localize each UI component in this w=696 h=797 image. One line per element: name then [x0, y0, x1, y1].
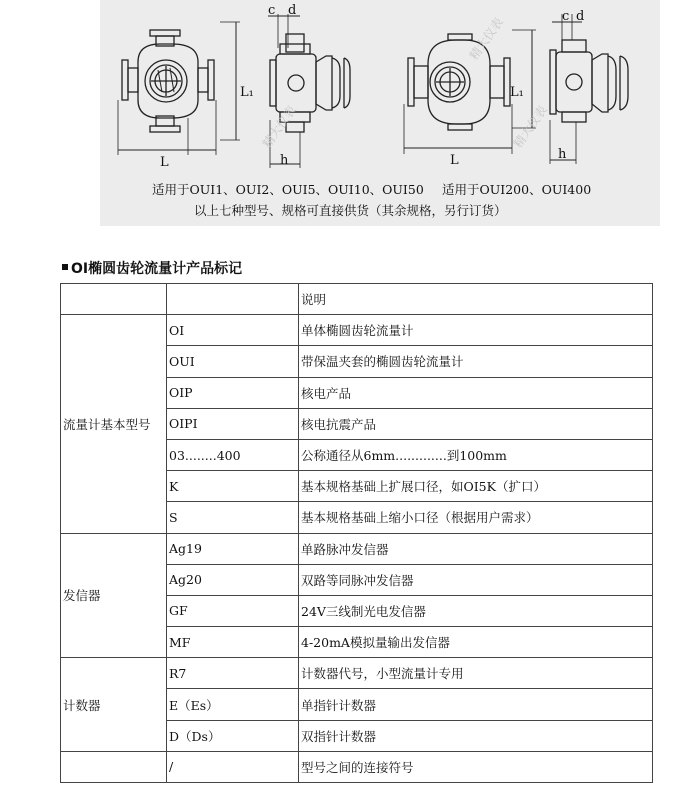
description-cell: 基本规格基础上缩小口径（根据用户需求） [299, 502, 653, 533]
description-cell: 公称通径从6mm.............到100mm [299, 439, 653, 470]
description-cell: 核电抗震产品 [299, 408, 653, 439]
caption-left: 适用于OUI1、OUI2、OUI5、OUI10、OUI50 [152, 182, 424, 197]
dim-d-right: d [576, 9, 585, 24]
code-cell: E（Es） [167, 689, 299, 720]
code-cell: Ag19 [167, 533, 299, 564]
left-side-view [268, 14, 350, 168]
dim-h-left: h [280, 153, 289, 168]
description-cell: 单指针计数器 [299, 689, 653, 720]
right-side-view [550, 14, 628, 164]
dim-L-right: L [450, 153, 459, 168]
dim-h-right: h [558, 147, 567, 162]
bullet-square-icon [62, 264, 68, 270]
code-cell: OIPI [167, 408, 299, 439]
table-header-row [61, 284, 653, 315]
group-label: 发信器 [61, 533, 167, 658]
group-label: 计数器 [61, 658, 167, 752]
header-cell-description: 说明 [299, 284, 653, 315]
description-cell: 带保温夹套的椭圆齿轮流量计 [299, 346, 653, 377]
left-front-view [118, 22, 240, 155]
description-cell: 型号之间的连接符号 [299, 751, 653, 782]
description-cell: 24V三线制光电发信器 [299, 595, 653, 626]
dim-L1-right: L₁ [510, 85, 524, 100]
section-title-text: OI椭圆齿轮流量计产品标记 [71, 261, 243, 277]
watermark: 精大仪表 [466, 15, 506, 63]
section-title [62, 258, 242, 278]
description-cell: 双路等同脉冲发信器 [299, 564, 653, 595]
description-cell: 单体椭圆齿轮流量计 [299, 315, 653, 346]
code-cell: OUI [167, 346, 299, 377]
group-label: 流量计基本型号 [61, 315, 167, 533]
drawing-figure [100, 0, 660, 226]
header-cell [61, 284, 167, 315]
table-row [61, 751, 653, 782]
code-cell: GF [167, 595, 299, 626]
caption-note: 以上七种型号、规格可直接供货（其余规格，另行订货） [194, 203, 507, 218]
product-marking-table [60, 283, 653, 783]
code-cell: Ag20 [167, 564, 299, 595]
code-cell: R7 [167, 658, 299, 689]
dim-c-left: c [268, 3, 276, 18]
description-cell: 核电产品 [299, 377, 653, 408]
code-cell: OIP [167, 377, 299, 408]
code-cell: K [167, 471, 299, 502]
description-cell: 基本规格基础上扩展口径，如OI5K（扩口） [299, 471, 653, 502]
code-cell: S [167, 502, 299, 533]
watermark: 精大仪表 [510, 103, 550, 151]
description-cell: 4-20mA模拟量输出发信器 [299, 627, 653, 658]
dim-L-left: L [160, 155, 169, 170]
code-cell: D（Ds） [167, 720, 299, 751]
description-cell: 双指针计数器 [299, 720, 653, 751]
code-cell: MF [167, 627, 299, 658]
group-label [61, 751, 167, 782]
code-cell: OI [167, 315, 299, 346]
code-cell: / [167, 751, 299, 782]
dim-L1-left: L₁ [240, 85, 254, 100]
header-cell [167, 284, 299, 315]
table-row [61, 533, 653, 564]
description-cell: 计数器代号，小型流量计专用 [299, 658, 653, 689]
dim-c-right: c [562, 9, 570, 24]
table-row [61, 315, 653, 346]
description-cell: 单路脉冲发信器 [299, 533, 653, 564]
code-cell: 03........400 [167, 439, 299, 470]
table-row [61, 658, 653, 689]
caption-right: 适用于OUI200、OUI400 [442, 182, 592, 197]
watermark: 精大仪表 [259, 103, 299, 151]
dim-d-left: d [288, 3, 297, 18]
